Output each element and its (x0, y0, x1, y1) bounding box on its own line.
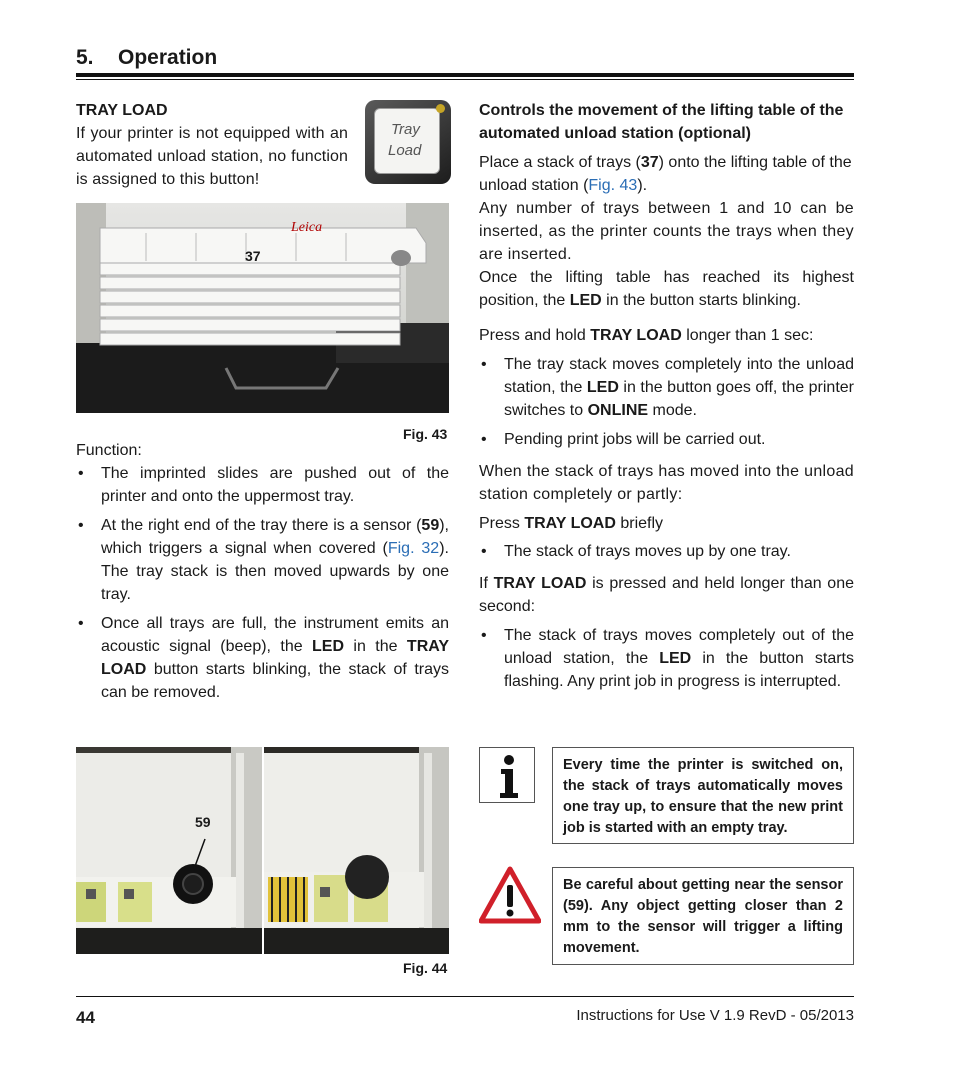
tray-load-button-image (365, 100, 451, 184)
sensor-closeup-right (264, 747, 449, 954)
text: briefly (615, 515, 664, 532)
info-glyph (480, 748, 534, 802)
if-held-bullet (479, 624, 854, 693)
fig-43-link[interactable]: Fig. 43 (588, 177, 638, 194)
press-hold-list (479, 353, 854, 451)
figure-43-caption: Fig. 43 (403, 426, 448, 442)
tray-load-ref: TRAY LOAD (493, 575, 587, 592)
info-icon (479, 747, 535, 803)
bullet-text: button starts blinking, the stack of trays can be removed. (101, 661, 449, 701)
warning-note: Be careful about getting near the sensor (59). Any object getting closer than 2 mm to the sensor will trigger a lifting movement. (552, 867, 854, 965)
function-bullet-3 (76, 612, 449, 704)
bullet-text: ). The tray stack is then moved upwards by one tray. (101, 540, 449, 603)
para-place-stack (479, 151, 854, 197)
sensor-closeup-left (76, 747, 262, 954)
text: in the button goes off, the printer switches to (504, 379, 855, 419)
text: Once the lifting table has reached its highest position, the (479, 269, 854, 309)
header-rule (76, 73, 854, 77)
button-label-tray: Tray (391, 121, 420, 138)
section-header (76, 46, 854, 80)
para-if-held (479, 572, 854, 618)
document-version: Instructions for Use V 1.9 RevD - 05/2013 (576, 1007, 854, 1024)
text: The stack of trays moves completely out of the unload station, the (504, 627, 854, 667)
online-ref: ONLINE (587, 402, 649, 419)
para-when-stack: When the stack of trays has moved into the unload station completely or partly: (479, 463, 854, 503)
tray-load-intro (76, 99, 348, 191)
info-note: Every time the printer is switched on, the stack of trays automatically moves one tray up, to ensure that the new print job is started with an empty tray. (552, 747, 854, 844)
para-any-number: Any number of trays between 1 and 10 can be inserted, as the printer counts the trays when they are inserted. (479, 200, 854, 263)
led-indicator (436, 104, 445, 113)
text: Pending print jobs will be carried out. (504, 431, 766, 448)
text: Press (479, 515, 525, 532)
tray-ref: 37 (640, 154, 659, 171)
text: ). (637, 177, 648, 194)
callout-59: 59 (195, 814, 211, 830)
bullet-text: At the right end of the tray there is a sensor ( (101, 517, 422, 534)
tray-load-text: If your printer is not equipped with an automated unload station, no function is assigned to this button! (76, 125, 348, 188)
press-briefly-list (479, 540, 854, 563)
figure-44-caption: Fig. 44 (403, 960, 448, 976)
text: is pressed and held longer than one second: (479, 575, 854, 615)
button-label-load: Load (388, 142, 422, 159)
led-ref: LED (569, 292, 602, 309)
press-hold-bullet-1 (479, 353, 854, 422)
text: mode. (648, 402, 697, 419)
footer-rule (76, 996, 854, 997)
if-held-list (479, 624, 854, 693)
tray-load-ref: TRAY LOAD (101, 638, 450, 678)
text: in the button starts flashing. Any print job in progress is interrupted. (504, 650, 854, 690)
fig-32-link[interactable]: Fig. 32 (387, 540, 440, 557)
para-press-hold (479, 324, 854, 347)
text: Press and hold (479, 327, 591, 344)
para-lifting-table (479, 266, 854, 312)
page-number: 44 (76, 1008, 95, 1027)
svg-text:Leica: Leica (291, 220, 323, 235)
lifting-table-heading: Controls the movement of the lifting table of the automated unload station (optional) (479, 102, 844, 142)
function-section (76, 439, 449, 710)
function-bullet-2 (76, 514, 449, 606)
bullet-text: Once all trays are full, the instrument emits an acoustic signal (beep), the (101, 615, 449, 655)
tray-load-title: TRAY LOAD (76, 102, 168, 119)
button-face (374, 108, 440, 174)
section-title: Operation (118, 46, 218, 69)
figure-44-photo-left (76, 747, 262, 954)
bullet-text: in the (344, 638, 407, 655)
led-ref: LED (312, 638, 345, 655)
section-number: 5. (76, 46, 94, 69)
sensor-ref: 59 (421, 517, 440, 534)
function-bullet-1 (76, 462, 449, 508)
function-label: Function: (76, 442, 142, 459)
text: Place a stack of trays ( (479, 154, 641, 171)
tray-load-ref: TRAY LOAD (590, 327, 682, 344)
callout-37: 37 (245, 248, 261, 264)
press-hold-bullet-2 (479, 428, 854, 451)
text: The stack of trays moves up by one tray. (504, 543, 791, 560)
led-ref: LED (586, 379, 619, 396)
warning-icon (479, 866, 541, 924)
text: ) onto the lifting table of the unload station ( (479, 154, 852, 194)
para-press-briefly (479, 512, 854, 535)
led-ref: LED (659, 650, 692, 667)
text: longer than 1 sec: (681, 327, 814, 344)
right-column-text (479, 99, 854, 699)
header-rule-thin (76, 79, 854, 80)
function-list (76, 462, 449, 704)
text: The tray stack moves completely into the unload station, the (504, 356, 854, 396)
figure-44-photo-right (264, 747, 449, 954)
figure-43-photo (76, 203, 449, 413)
warning-triangle (479, 866, 541, 924)
tray-load-ref: TRAY LOAD (524, 515, 616, 532)
tray-stack-illustration (76, 203, 449, 413)
text: in the button starts blinking. (601, 292, 801, 309)
bullet-text: ), which triggers a signal when covered ( (101, 517, 449, 557)
text: If (479, 575, 494, 592)
bullet-text: The imprinted slides are pushed out of the printer and onto the uppermost tray. (101, 465, 449, 505)
press-briefly-bullet (479, 540, 854, 563)
